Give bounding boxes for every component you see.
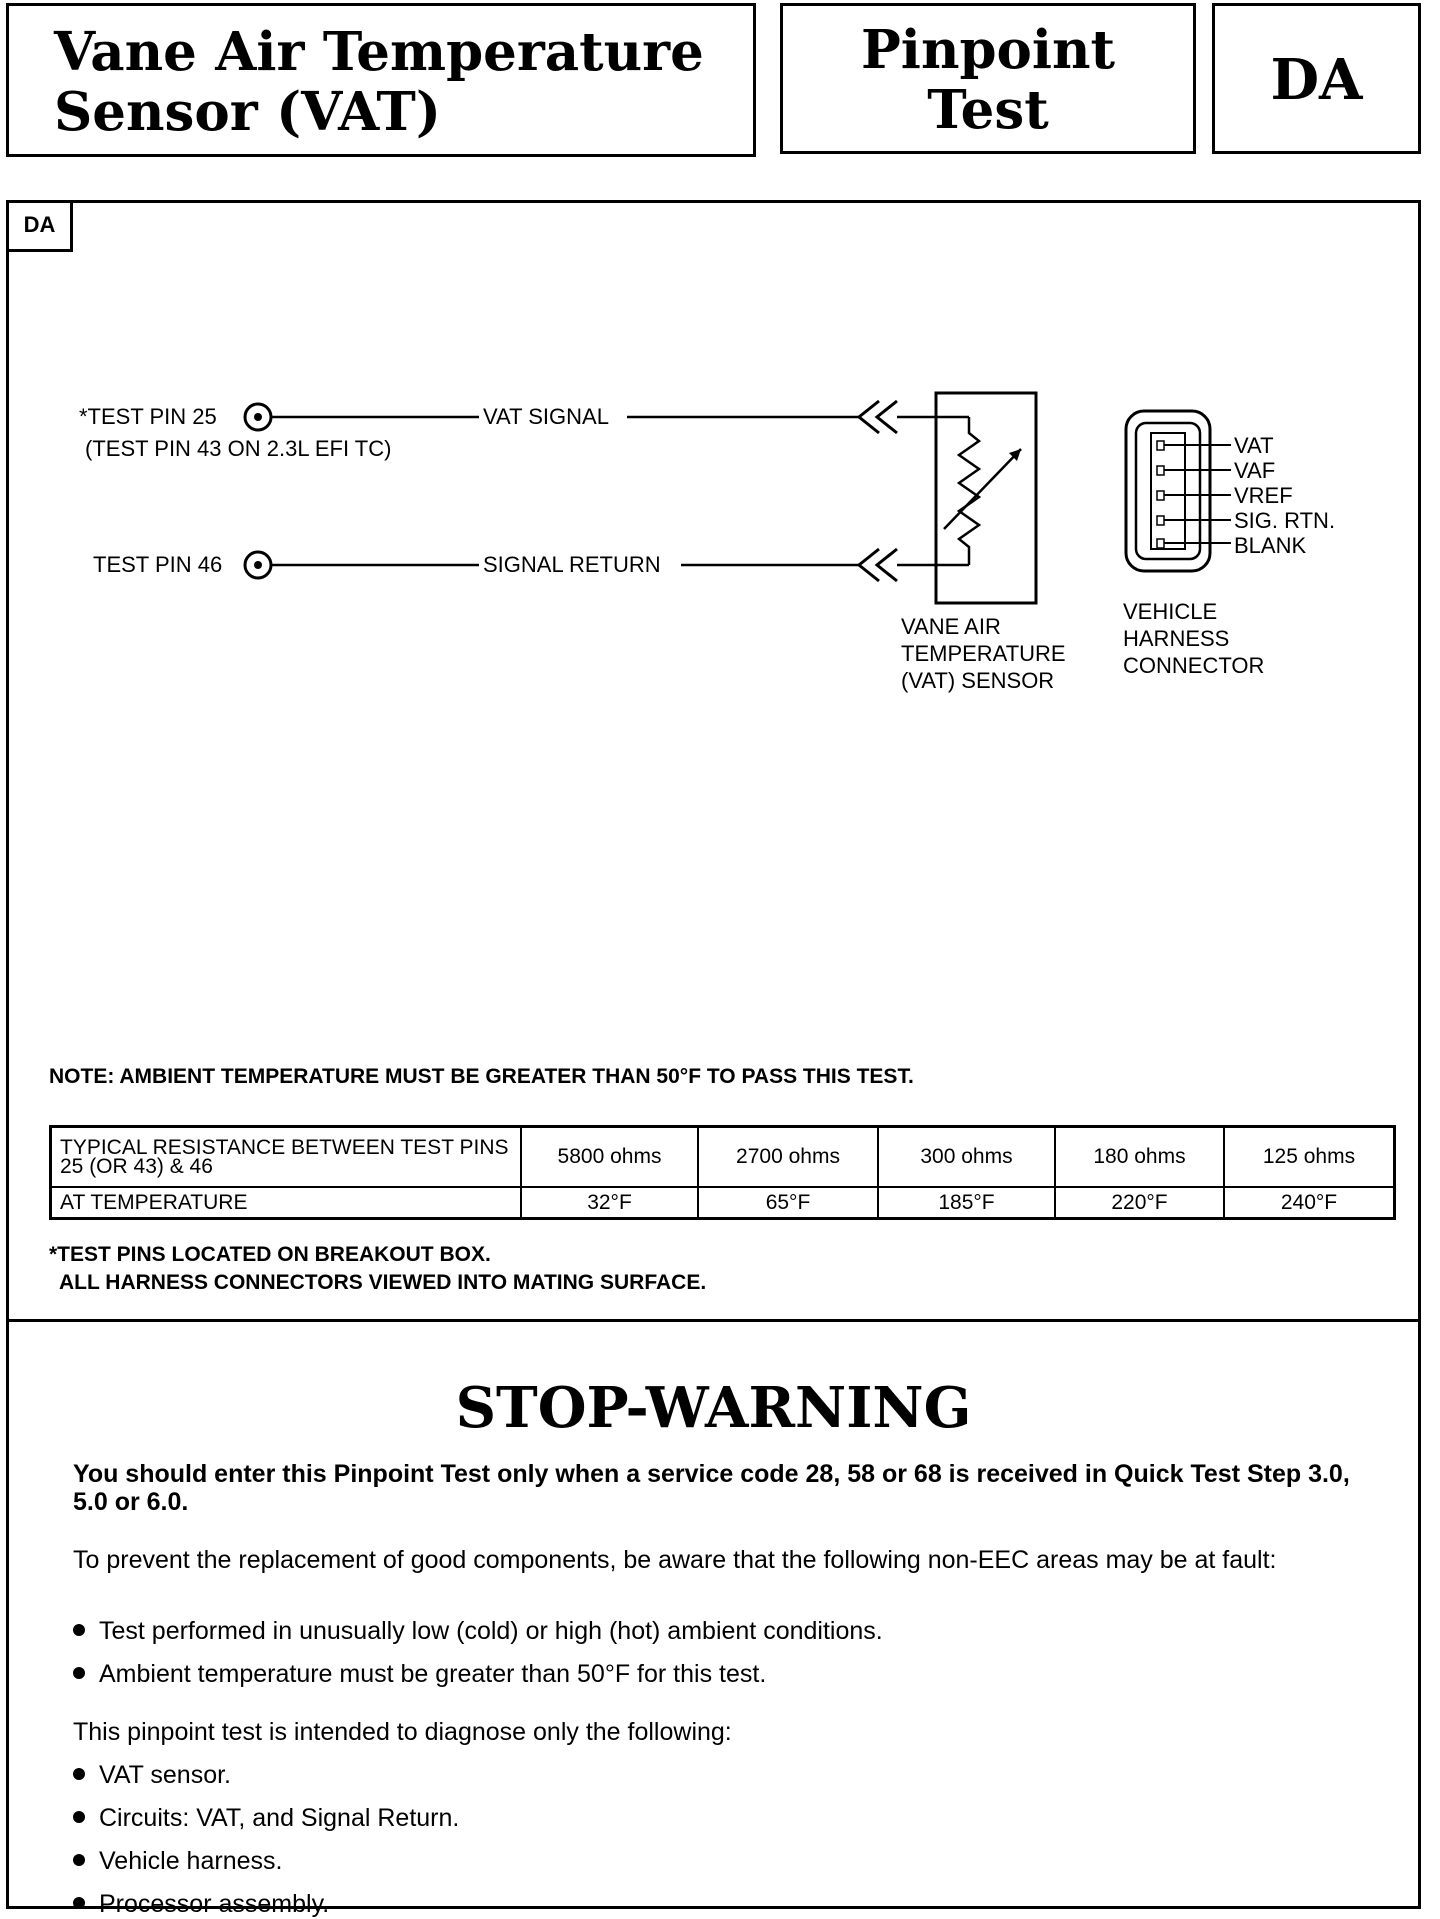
vat-sensor-label-line-2: TEMPERATURE	[901, 641, 1066, 666]
footnote	[49, 1241, 706, 1297]
bullet-icon	[73, 1854, 85, 1866]
scope-item-text: Processor assembly.	[99, 1890, 330, 1918]
test-type-line-1: Pinpoint	[860, 19, 1116, 81]
bullet-icon	[73, 1667, 85, 1679]
scope-item-text: Circuits: VAT, and Signal Return.	[99, 1804, 460, 1832]
harness-connector-label-line-2: HARNESS	[1123, 626, 1230, 651]
resistance-cell: 180 ohms	[1055, 1127, 1224, 1188]
scope-item-text: Vehicle harness.	[99, 1847, 283, 1875]
vat-sensor-label-line-3: (VAT) SENSOR	[901, 668, 1055, 693]
vat-sensor-label	[901, 613, 1066, 694]
connector-pin-vref: VREF	[1234, 483, 1293, 508]
return-connector-chevron	[859, 549, 897, 581]
resistance-table	[49, 1125, 1396, 1220]
connector-pin-labels	[1234, 433, 1335, 558]
resistance-row-header: TYPICAL RESISTANCE BETWEEN TEST PINS 25 (OR 43) & 46	[51, 1127, 522, 1188]
fault-item-text: Test performed in unusually low (cold) or high (hot) ambient conditions.	[99, 1617, 883, 1645]
scope-list-item	[73, 1889, 329, 1919]
temperature-cell: 185°F	[878, 1187, 1055, 1219]
ambient-temperature-note: NOTE: AMBIENT TEMPERATURE MUST BE GREATER THAN 50°F TO PASS THIS TEST.	[49, 1065, 914, 1088]
thermistor-icon	[944, 417, 1021, 565]
test-pin-46-label: TEST PIN 46	[93, 552, 223, 577]
scope-item-text: VAT sensor.	[99, 1761, 232, 1789]
resistance-cell: 2700 ohms	[698, 1127, 878, 1188]
fault-list-item	[73, 1616, 883, 1646]
footnote-line-1: *TEST PINS LOCATED ON BREAKOUT BOX.	[49, 1243, 491, 1266]
temperature-row	[51, 1187, 1395, 1219]
scope-list-item	[73, 1760, 231, 1790]
temperature-cell: 65°F	[698, 1187, 878, 1219]
harness-connector-icon	[1126, 411, 1231, 571]
scope-list-item	[73, 1803, 459, 1833]
section-tag: DA	[9, 203, 73, 252]
bullet-icon	[73, 1624, 85, 1636]
fault-list-item	[73, 1659, 766, 1689]
temperature-cell: 240°F	[1224, 1187, 1395, 1219]
signal-return-label: SIGNAL RETURN	[483, 552, 661, 577]
warning-scope-text: This pinpoint test is intended to diagnose only the following:	[73, 1718, 732, 1746]
connector-pin-sig-rtn: SIG. RTN.	[1234, 508, 1336, 533]
title-line-1: Vane Air Temperature	[54, 21, 704, 83]
bullet-icon	[73, 1897, 85, 1909]
fault-item-text: Ambient temperature must be greater than 50°F for this test.	[99, 1660, 767, 1688]
resistance-cell: 5800 ohms	[521, 1127, 698, 1188]
test-code-box	[1212, 3, 1421, 154]
connector-pin-vat: VAT	[1234, 433, 1274, 458]
test-type-line-2: Test	[927, 79, 1049, 141]
test-pin-25-note: (TEST PIN 43 ON 2.3L EFI TC)	[85, 436, 392, 461]
section-divider	[9, 1319, 1418, 1322]
scope-list-item	[73, 1846, 282, 1876]
harness-connector-label	[1123, 598, 1264, 679]
main-panel	[6, 200, 1421, 1918]
resistance-row	[51, 1127, 1395, 1188]
test-type-box	[780, 3, 1196, 154]
test-code: DA	[1270, 47, 1363, 113]
harness-connector-label-line-3: CONNECTOR	[1123, 653, 1265, 678]
footnote-line-2: ALL HARNESS CONNECTORS VIEWED INTO MATING SURFACE.	[59, 1271, 707, 1294]
temperature-cell: 32°F	[521, 1187, 698, 1219]
test-pin-46-jack	[245, 552, 271, 578]
vat-signal-label: VAT SIGNAL	[483, 404, 609, 429]
warning-prevent-text: To prevent the replacement of good components, be aware that the following non-EEC areas may be at fault:	[73, 1546, 1277, 1574]
temperature-cell: 220°F	[1055, 1187, 1224, 1219]
vat-sensor-box	[936, 393, 1036, 603]
connector-pin-vaf: VAF	[1234, 458, 1276, 483]
connector-pin-blank: BLANK	[1234, 533, 1307, 558]
bullet-icon	[73, 1811, 85, 1823]
resistance-cell: 300 ohms	[878, 1127, 1055, 1188]
stop-warning-title: STOP-WARNING	[455, 1375, 972, 1441]
title-line-2: Sensor (VAT)	[54, 81, 441, 143]
test-pin-25-jack	[245, 404, 271, 430]
vat-sensor-label-line-1: VANE AIR	[901, 614, 1001, 639]
test-type	[783, 20, 1193, 140]
page-title	[54, 22, 704, 142]
warning-intro: You should enter this Pinpoint Test only when a service code 28, 58 or 68 is received in Quick Test Step 3.0, 5.0 or 6.0.	[73, 1460, 1350, 1516]
vat-connector-chevron	[859, 401, 897, 433]
bullet-icon	[73, 1768, 85, 1780]
test-pin-25-label: *TEST PIN 25	[79, 404, 217, 429]
harness-connector-label-line-1: VEHICLE	[1123, 599, 1218, 624]
title-box	[6, 3, 756, 157]
resistance-cell: 125 ohms	[1224, 1127, 1395, 1188]
temperature-row-header: AT TEMPERATURE	[51, 1187, 522, 1219]
